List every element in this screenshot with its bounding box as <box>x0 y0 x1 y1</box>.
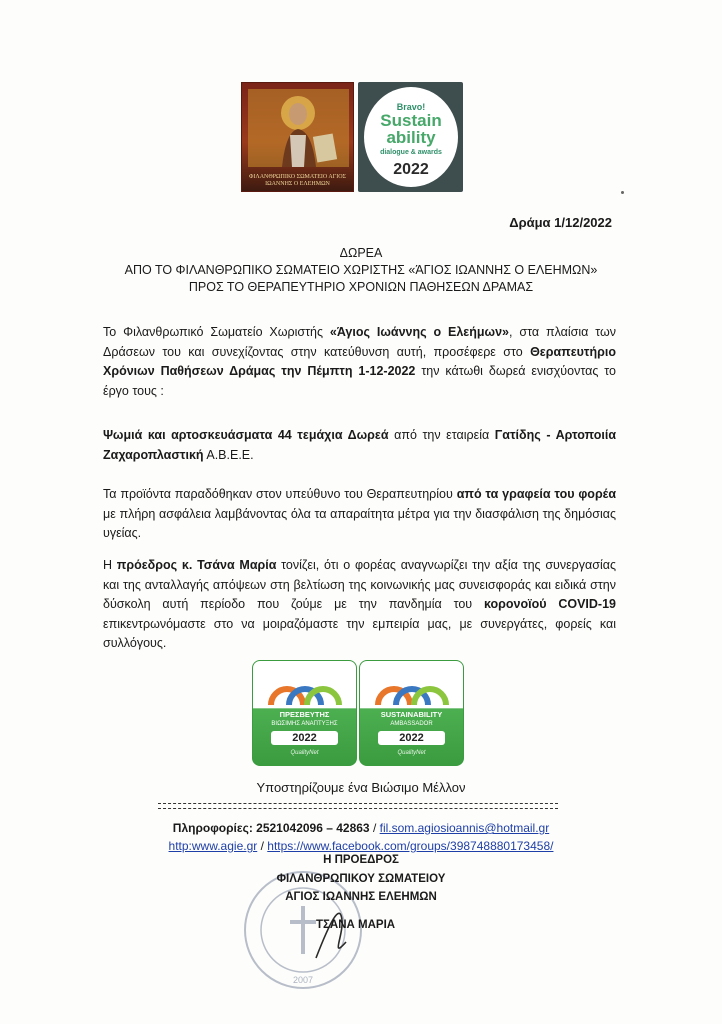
info-phones: 2521042096 – 42863 <box>252 821 370 835</box>
scan-dot <box>621 191 624 194</box>
contact-info <box>0 819 722 855</box>
signature-block <box>0 851 722 907</box>
p2-bold-1: Ψωμιά και αρτοσκευάσματα 44 τεμάχια Δωρεά <box>103 428 389 442</box>
document-heading <box>0 245 722 296</box>
badge-org: QualityNet <box>397 750 426 756</box>
badge-year: 2022 <box>378 731 445 745</box>
signature-line-2: ΦΙΛΑΝΘΡΩΠΙΚΟΥ ΣΩΜΑΤΕΙΟΥ <box>276 872 446 885</box>
p2-text-1: από την εταιρεία <box>388 428 495 442</box>
heading-line-1: ΔΩΡΕΑ <box>339 246 383 260</box>
bravo-line2: ability <box>386 128 436 147</box>
p3-text-2: με πλήρη ασφάλεια λαμβάνοντας όλα τα απαραίτητα μέτρα για την διασφάλιση της δημόσιας υγείας. <box>103 506 616 540</box>
divider <box>158 808 558 809</box>
signature-line-3: ΑΓΙΟΣ ΙΩΑΝΝΗΣ ΕΛΕΗΜΩΝ <box>285 891 437 903</box>
contact-line-1 <box>0 819 722 837</box>
heading-line-3: ΠΡΟΣ ΤΟ ΘΕΡΑΠΕΥΤΗΡΙΟ ΧΡΟΝΙΩΝ ΠΑΘΗΣΕΩΝ ΔΡΑΜΑΣ <box>188 280 534 294</box>
badge-subtitle: ΒΙΩΣΙΜΗΣ ΑΝΑΠΤΥΞΗΣ <box>271 721 338 727</box>
paragraph-president <box>103 556 616 654</box>
p1-text-2: , στα πλαίσια των Δράσεων του και συνεχίζοντας στην κατεύθυνση αυτή, προσέφερε στο <box>103 325 616 359</box>
bravo-year: 2022 <box>393 161 429 178</box>
paragraph-donation <box>103 426 616 465</box>
p1-text-1: Το Φιλανθρωπικό Σωματείο Χωριστής <box>103 325 330 339</box>
bravo-circle <box>364 87 458 187</box>
website-link[interactable]: http:www.agie.gr <box>168 839 258 853</box>
ambassador-badge-greek <box>252 660 357 766</box>
p3-bold-1: από τα γραφεία του φορέα <box>456 487 616 501</box>
email-link[interactable]: fil.som.agiosioannis@hotmail.gr <box>379 821 550 835</box>
header-logos <box>241 82 463 192</box>
p3-text-1: Τα προϊόντα παραδόθηκαν στον υπεύθυνο του Θεραπευτηρίου <box>103 487 457 501</box>
paragraph-intro <box>103 323 616 401</box>
p4-text-1: Η <box>103 558 117 572</box>
info-label: Πληροφορίες: <box>172 821 253 835</box>
bravo-sustainability-logo <box>358 82 463 192</box>
p4-text-3: επικεντρωνόμαστε στο να μοιραζόμαστε την εμπειρία μας, με συνεργάτες, φορείς και συλλόγους. <box>103 616 616 650</box>
bravo-line3: dialogue & awards <box>380 149 442 156</box>
p4-bold-2: κορονοϊού COVID-19 <box>483 597 616 611</box>
p1-bold-2: Θεραπευτήριο Χρόνιων Παθήσεων Δράμας την Πέμπτη 1-12-2022 <box>103 344 616 378</box>
p1-bold-1: «Άγιος Ιωάννης ο Ελεήμων» <box>329 325 509 339</box>
badge-subtitle: AMBASSADOR <box>390 721 433 727</box>
saint-icon-logo <box>241 82 354 192</box>
p4-bold-1: πρόεδρος κ. Τσάνα Μαρία <box>116 558 277 572</box>
icon-caption: ΦΙΛΑΝΘΡΩΠΙΚΟ ΣΩΜΑΤΕΙΟ ΑΓΙΟΣ ΙΩΑΝΝΗΣ Ο ΕΛΕΗΜΩΝ <box>248 174 347 187</box>
paragraph-delivery <box>103 485 616 544</box>
badge-org: QualityNet <box>290 750 319 756</box>
stamp-year: 2007 <box>292 975 314 985</box>
badge-year: 2022 <box>271 731 338 745</box>
info-sep: / <box>369 821 380 835</box>
facebook-link[interactable]: https://www.facebook.com/groups/398748880173458/ <box>267 839 554 853</box>
bravo-line1: Sustain <box>380 111 442 130</box>
p2-bold-2: Γατίδης - Αρτοποιία Ζαχαροπλαστική <box>103 428 617 462</box>
info-sep: / <box>257 839 268 853</box>
rings-icon <box>374 669 451 709</box>
rings-icon <box>267 669 344 709</box>
badge-title: SUSTAINABILITY <box>380 710 443 719</box>
p1-text-3: την κάτωθι δωρεά ενισχύοντας το έργο τους : <box>103 364 616 398</box>
signatory-name: ΤΣΑΝΑ ΜΑΡΙΑ <box>316 919 396 931</box>
heading-line-2: ΑΠΟ ΤΟ ΦΙΛΑΝΘΡΩΠΙΚΟ ΣΩΜΑΤΕΙΟ ΧΩΡΙΣΤΗΣ «ΆΓΙΟΣ ΙΩΑΝΝΗΣ Ο ΕΛΕΗΜΩΝ» <box>124 263 598 277</box>
p2-text-2: Α.Β.Ε.Ε. <box>203 447 254 462</box>
support-slogan: Υποστηρίζουμε ένα Βιώσιμο Μέλλον <box>256 780 466 795</box>
p4-text-2: τονίζει, ότι ο φορέας αναγνωρίζει την αξία της συνεργασίας και της ανταλλαγής απόψεων στη βελτίωση της κοινωνικής μας συνεισφοράς και ειδικά στην δύσκολη αυτή περίοδο που ζούμε με την πανδημία του <box>103 558 617 611</box>
divider <box>158 803 558 804</box>
badge-title: ΠΡΕΣΒΕΥΤΗΣ <box>279 710 330 719</box>
ambassador-badge-english <box>359 660 464 766</box>
document-date: Δράμα 1/12/2022 <box>509 215 612 230</box>
signature-line-1: Η ΠΡΟΕΔΡΟΣ <box>323 854 399 866</box>
bravo-brand: Bravo! <box>396 102 426 112</box>
